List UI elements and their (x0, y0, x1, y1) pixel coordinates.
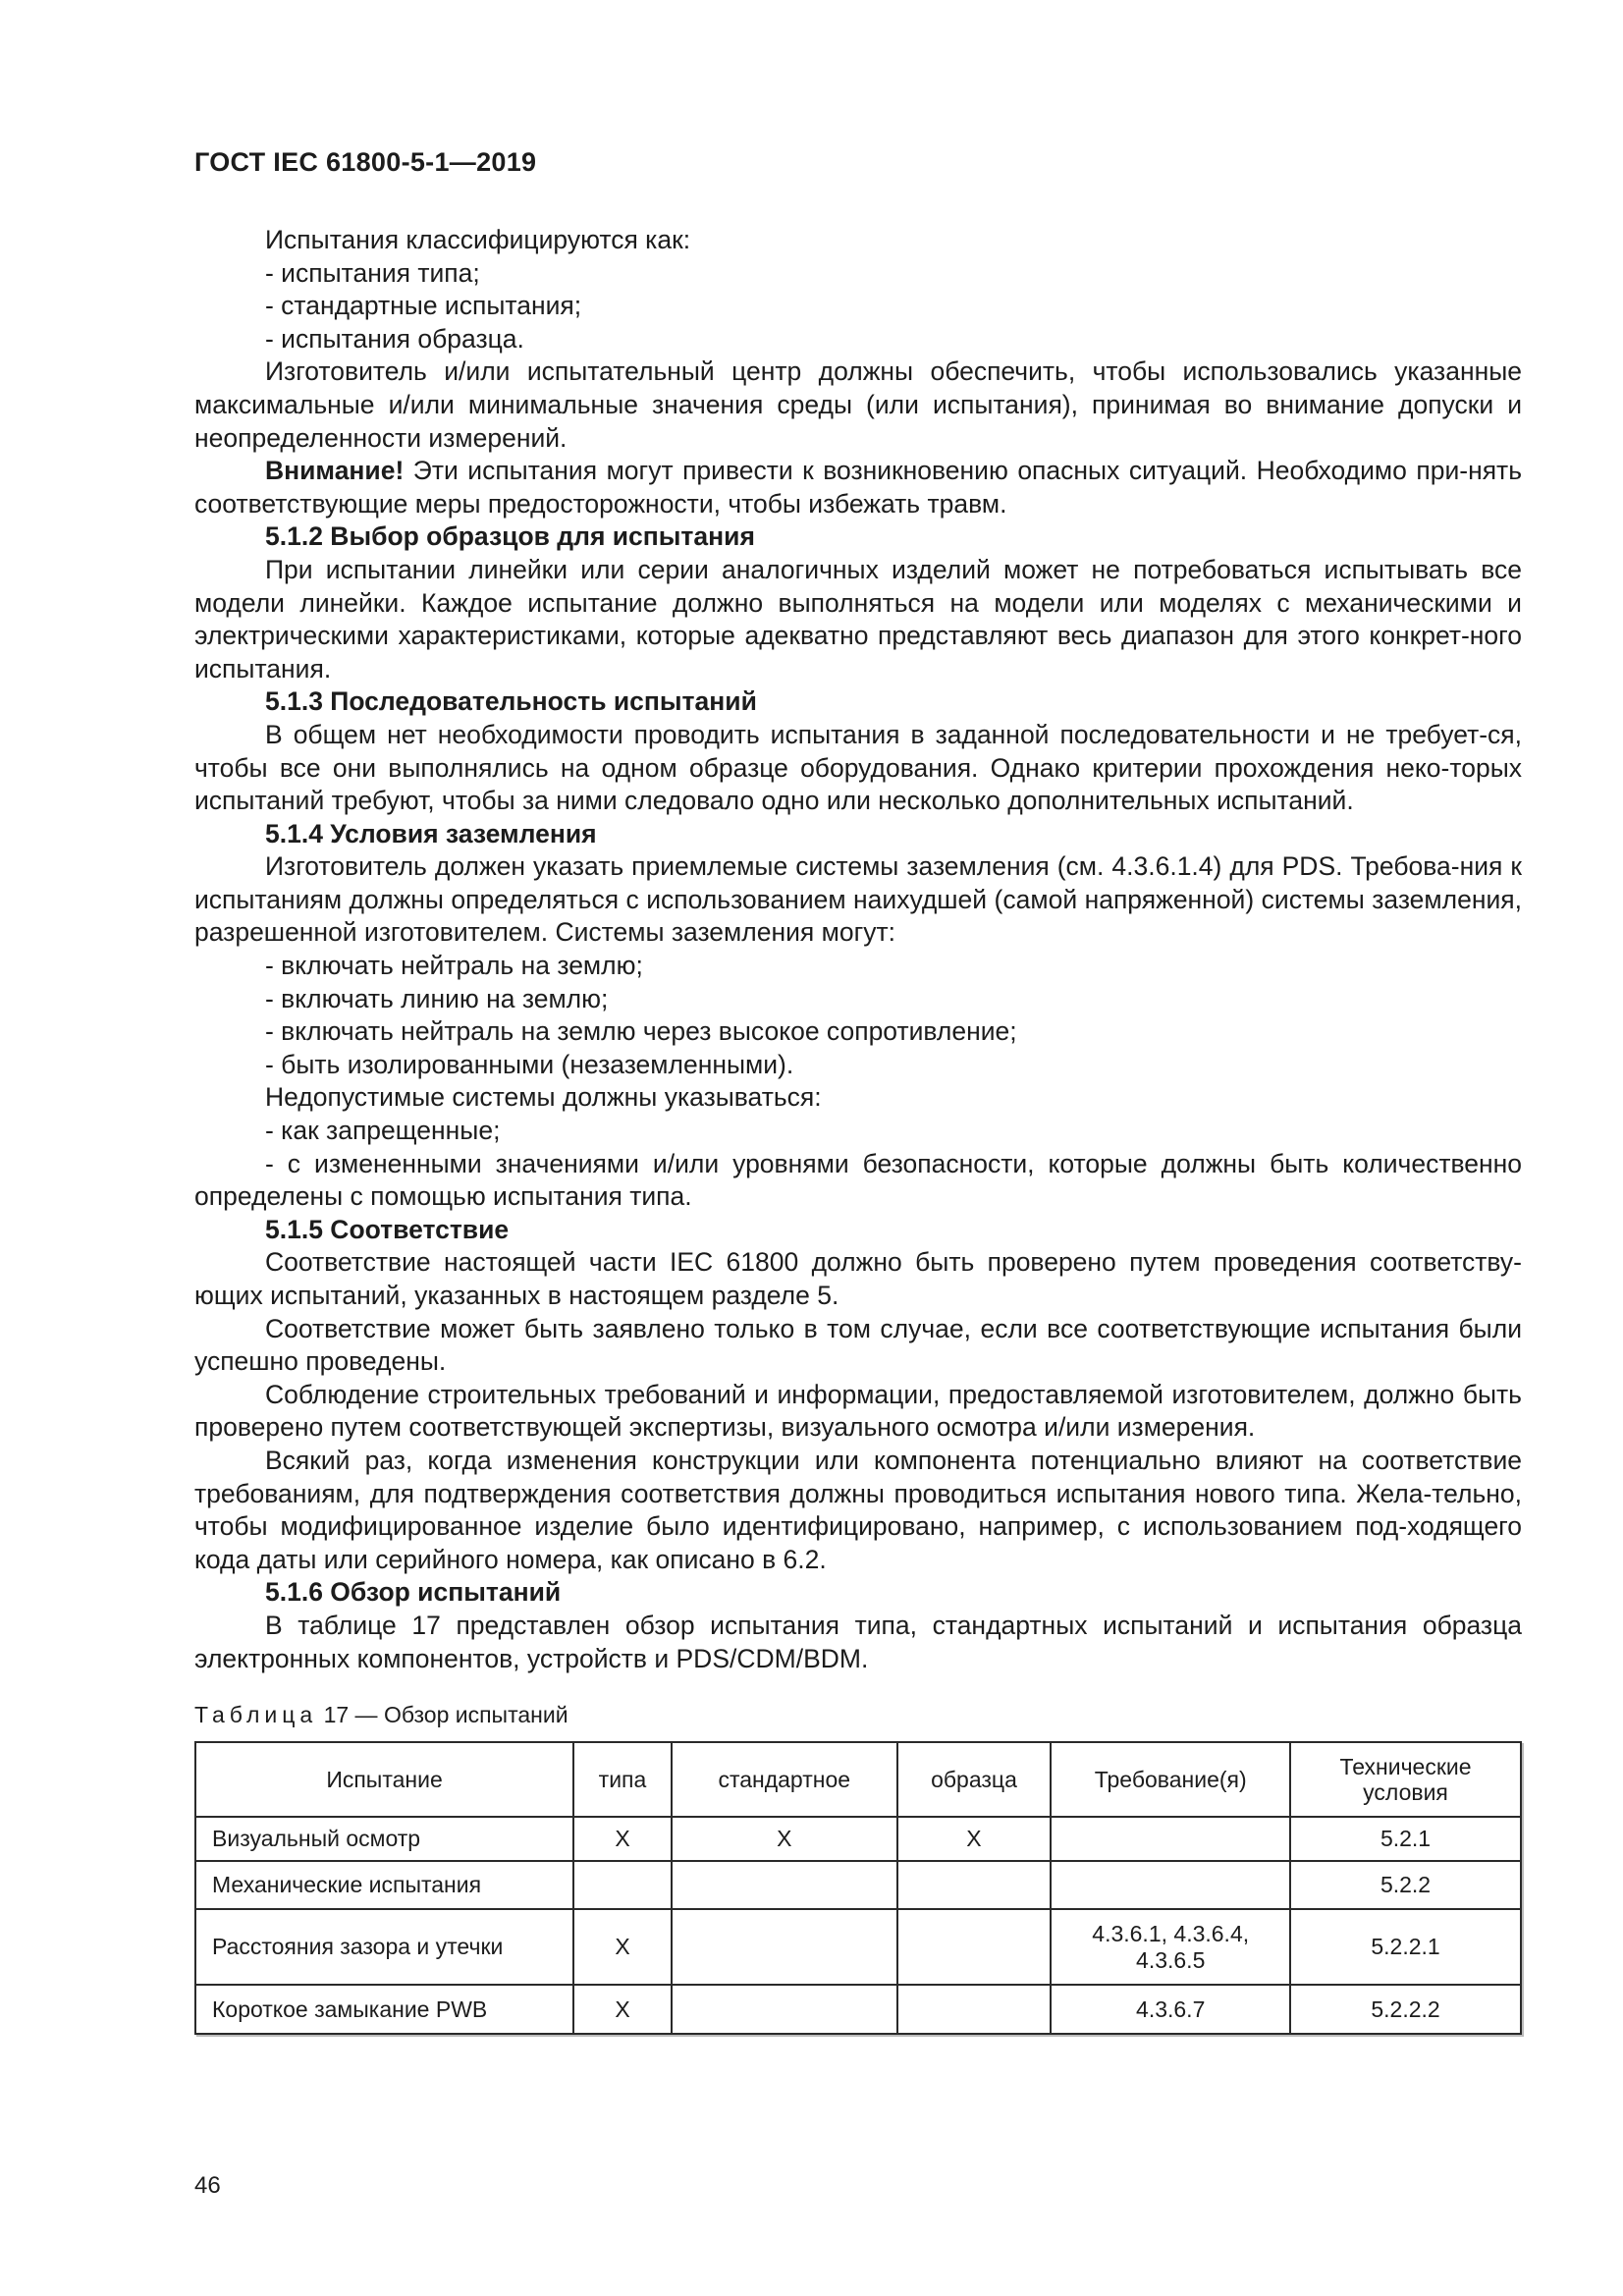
header-cell: образца (897, 1742, 1052, 1817)
list-item: - включать нейтраль на землю; (265, 951, 643, 981)
table-cell: X (573, 1817, 672, 1861)
list-item: - включать линию на землю; (265, 983, 609, 1013)
table-cell (1051, 1817, 1290, 1861)
list-item: - с измененными значениями и/или уровнями безопасности, которые должны быть количественно определены с помощью испытания типа. (194, 1148, 1522, 1212)
table-caption (194, 1702, 568, 1728)
table-cell: 5.2.1 (1290, 1817, 1521, 1861)
header-cell: Технические условия (1290, 1742, 1521, 1817)
table-cell (897, 1909, 1052, 1985)
list-item: - стандартные испытания; (265, 291, 582, 321)
page-number: 46 (194, 2172, 221, 2199)
table-caption-label: Таблица (194, 1702, 318, 1727)
paragraph: Соответствие настоящей части IEC 61800 должно быть проверено путем проведения соответству-ющих испытаний, указанных в настоящем разделе 5. (194, 1247, 1522, 1310)
table-cell: X (672, 1817, 897, 1861)
section-heading: 5.1.6 Обзор испытаний (265, 1577, 562, 1608)
section-heading: 5.1.2 Выбор образцов для испытания (265, 521, 755, 552)
paragraph: Всякий раз, когда изменения конструкции или компонента потенциально влияют на соответствие требованиям, для подтверждения соответствия должны проводиться испытания нового типа. Жела-тельно, чтобы модифицированное изделие было идентифицировано, например, с использованием под-ходящего кода даты или серийного номера, как описано в 6.2. (194, 1445, 1522, 1574)
table-cell (672, 1985, 897, 2034)
table-row (195, 1861, 1521, 1909)
table-row (195, 1909, 1521, 1985)
paragraph: Недопустимые системы должны указываться: (265, 1082, 822, 1113)
table-cell (573, 1861, 672, 1909)
paragraph: Соблюдение строительных требований и информации, предоставляемой изготовителем, должно быть проверено путем соответствующей экспертизы, визуального осмотра и/или измерения. (194, 1379, 1522, 1443)
section-heading: 5.1.4 Условия заземления (265, 818, 597, 848)
table-cell: X (573, 1985, 672, 2034)
table-caption-text: 17 — Обзор испытаний (323, 1702, 568, 1727)
table-cell: X (897, 1817, 1052, 1861)
table-cell (672, 1861, 897, 1909)
section-heading: 5.1.3 Последовательность испытаний (265, 686, 757, 717)
header-cell: Испытание (195, 1742, 573, 1817)
paragraph: В таблице 17 представлен обзор испытания типа, стандартных испытаний и испытания образца электронных компонентов, устройств и PDS/CDM/BDM. (194, 1610, 1522, 1673)
paragraph: В общем нет необходимости проводить испытания в заданной последовательности и не требует-ся, чтобы все они выполнялись на одном образце оборудования. Однако критерии прохождения неко-торых испытаний требуют, чтобы за ними следовало одно или несколько дополнительных испытаний. (194, 719, 1522, 816)
table-cell: 5.2.2.1 (1290, 1909, 1521, 1985)
table-header-row (195, 1742, 1521, 1817)
list-item: - включать нейтраль на землю через высокое сопротивление; (265, 1016, 1017, 1047)
paragraph: Изготовитель и/или испытательный центр должны обеспечить, чтобы использовались указанные максимальные и/или минимальные значения среды (или испытания), принимая во внимание допуски и неопределенности измерений. (194, 356, 1522, 453)
header-cell: типа (573, 1742, 672, 1817)
table-row (195, 1985, 1521, 2034)
table-cell (1051, 1861, 1290, 1909)
document-header: ГОСТ IEC 61800-5-1—2019 (194, 147, 537, 177)
table-cell (672, 1909, 897, 1985)
tests-table (194, 1741, 1522, 2035)
table-cell (897, 1861, 1052, 1909)
table-cell: 5.2.2.2 (1290, 1985, 1521, 2034)
table-cell (897, 1985, 1052, 2034)
table-cell: 4.3.6.7 (1051, 1985, 1290, 2034)
table-cell: Короткое замыкание PWB (195, 1985, 573, 2034)
table-cell: Механические испытания (195, 1861, 573, 1909)
warning-text: Эти испытания могут привести к возникновению опасных ситуаций. Необходимо при-нять соответствующие меры предосторожности, чтобы избежать травм. (194, 456, 1522, 519)
warning-paragraph (194, 455, 1522, 520)
section-heading: 5.1.5 Соответствие (265, 1214, 510, 1244)
table-cell: 4.3.6.1, 4.3.6.4, 4.3.6.5 (1051, 1909, 1290, 1985)
header-cell: Требование(я) (1051, 1742, 1290, 1817)
table-cell: 5.2.2 (1290, 1861, 1521, 1909)
paragraph: Испытания классифицируются как: (265, 225, 691, 254)
paragraph: При испытании линейки или серии аналогичных изделий может не потребоваться испытывать все модели линейки. Каждое испытание должно выполняться на модели или моделях с механическими и электрическими характеристиками, которые адекватно представляют весь диапазон для этого конкрет-ного испытания. (194, 554, 1522, 683)
table-cell: X (573, 1909, 672, 1985)
table-cell: Визуальный осмотр (195, 1817, 573, 1861)
table-cell: Расстояния зазора и утечки (195, 1909, 573, 1985)
table-row (195, 1817, 1521, 1861)
list-item: - как запрещенные; (265, 1116, 501, 1146)
list-item: - испытания типа; (265, 257, 480, 288)
list-item: - испытания образца. (265, 323, 524, 354)
header-cell: стандартное (672, 1742, 897, 1817)
paragraph: Соответствие может быть заявлено только в том случае, если все соответствующие испытания были успешно проведены. (194, 1313, 1522, 1377)
warning-label: Внимание! (265, 456, 405, 486)
body-text (194, 224, 1522, 1675)
paragraph: Изготовитель должен указать приемлемые системы заземления (см. 4.3.6.1.4) для PDS. Требова-ния к испытаниям должны определяться с использованием наихудшей (самой напряженной) системы заземления, разрешенной изготовителем. Системы заземления могут: (194, 851, 1522, 948)
list-item: - быть изолированными (незаземленными). (265, 1049, 794, 1079)
